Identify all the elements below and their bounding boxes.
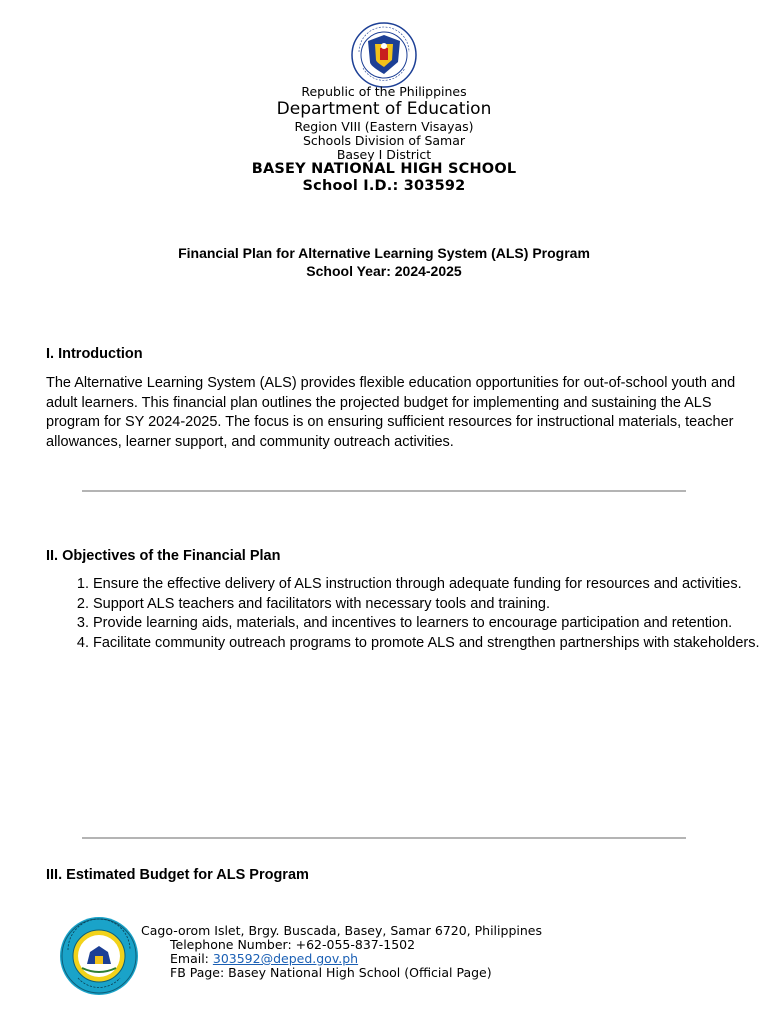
- department-name: Department of Education: [276, 99, 492, 119]
- objective-item: 3. Provide learning aids, materials, and incentives to learners to encourage participation and retention.: [93, 614, 768, 634]
- school-id: School I.D.: 303592: [302, 178, 466, 194]
- section-divider: [82, 837, 686, 839]
- region-line: Region VIII (Eastern Visayas): [294, 119, 474, 134]
- objectives-heading: II. Objectives of the Financial Plan: [46, 548, 281, 564]
- division-line: Schools Division of Samar: [302, 133, 466, 148]
- objective-item: 1. Ensure the effective delivery of ALS instruction through adequate funding for resources and activities.: [93, 575, 768, 595]
- objective-item: 2. Support ALS teachers and facilitators with necessary tools and training.: [93, 595, 768, 615]
- footer-email-label: Email:: [170, 951, 213, 966]
- school-name: BASEY NATIONAL HIGH SCHOOL: [251, 161, 517, 177]
- introduction-body: The Alternative Learning System (ALS) provides flexible education opportunities for out-of-school youth and adult learners. This financial plan outlines the projected budget for implementing and sustaining the ALS program for SY 2024-2025. The focus is on ensuring sufficient resources for instructional materials, teacher allowances, learner support, and community outreach activities.: [46, 375, 736, 450]
- introduction-heading: I. Introduction: [46, 346, 143, 362]
- school-seal-logo: [58, 916, 140, 996]
- footer-email-line: [170, 951, 358, 966]
- footer-email-link[interactable]: 303592@deped.gov.ph: [212, 951, 359, 966]
- objective-item: 4. Facilitate community outreach programs to promote ALS and strengthen partnerships with stakeholders.: [93, 634, 768, 654]
- footer-address: Cago-orom Islet, Brgy. Buscada, Basey, Samar 6720, Philippines: [141, 923, 542, 938]
- footer-fb-page: FB Page: Basey National High School (Official Page): [170, 965, 492, 980]
- budget-heading: III. Estimated Budget for ALS Program: [46, 867, 309, 883]
- republic-line: Republic of the Philippines: [301, 84, 467, 99]
- document-title: Financial Plan for Alternative Learning System (ALS) Program: [178, 245, 590, 261]
- school-year: School Year: 2024-2025: [306, 263, 462, 279]
- footer-telephone: Telephone Number: +62-055-837-1502: [170, 937, 416, 952]
- section-divider: [82, 490, 686, 492]
- objectives-list: [46, 575, 768, 653]
- district-line: Basey I District: [336, 147, 432, 162]
- deped-seal-logo: [349, 22, 419, 88]
